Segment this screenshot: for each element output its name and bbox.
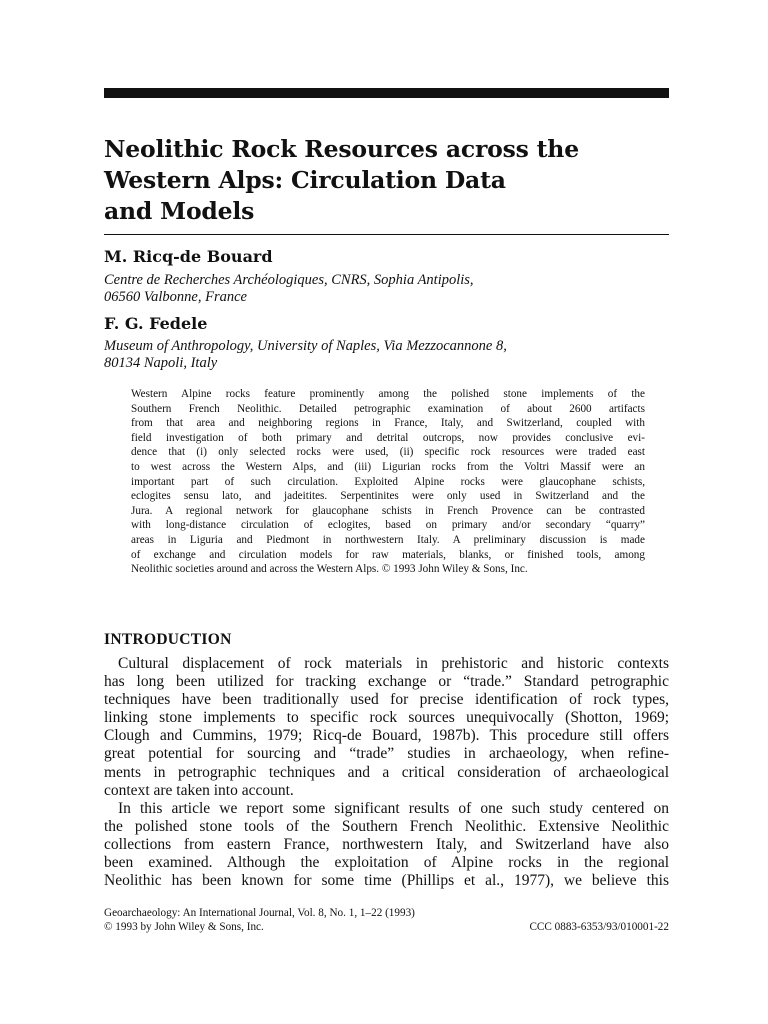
abstract-line: Neolithic societies around and across the Western Alps. © 1993 John Wiley & Sons, Inc. <box>131 563 528 576</box>
abstract-line: field investigation of both primary and detrital outcrops, now provides conclusive evi- <box>131 431 645 444</box>
affiliation-line: 80134 Napoli, Italy <box>104 355 218 371</box>
body-line: techniques have been traditionally used for precise identification of rock types, <box>104 691 669 709</box>
abstract-line: Jura. A regional network for glaucophane schists in French Provence can be contrasted <box>131 504 645 517</box>
title-line: Neolithic Rock Resources across the <box>104 135 579 163</box>
title-line: Western Alps: Circulation Data <box>104 166 506 194</box>
ccc-code: CCC 0883-6353/93/010001-22 <box>529 921 669 933</box>
abstract-line: Western Alpine rocks feature prominently among the polished stone implements of the <box>131 388 645 400</box>
body-line: Neolithic has been known for some time (Phillips et al., 1977), we believe this <box>104 872 669 890</box>
top-rule <box>104 88 669 98</box>
title-line: and Models <box>104 197 255 225</box>
abstract-line: eclogites sensu lato, and jadeitites. Serpentinites were only used in Switzerland and the <box>131 490 645 503</box>
author-affiliation <box>104 272 644 306</box>
abstract-line: important part of such circulation. Exploited Alpine rocks were glaucophane schists, <box>131 475 645 488</box>
introduction-body <box>104 655 669 890</box>
body-line: been examined. Although the exploitation of Alpine rocks in the regional <box>104 854 669 872</box>
affiliation-line: Museum of Anthropology, University of Naples, Via Mezzocannone 8, <box>104 338 507 354</box>
abstract-line: dence that (i) only selected rocks were used, (ii) specific rock resources were traded east <box>131 446 645 459</box>
abstract-line: of exchange and circulation models for raw materials, blanks, or finished tools, among <box>131 548 645 561</box>
abstract-line: to west across the Western Alps, and (iii) Ligurian rocks from the Voltri Massif were an <box>131 460 645 473</box>
body-line: great potential for sourcing and “trade” studies in archaeology, when refine- <box>104 745 669 763</box>
abstract-line: areas in Liguria and Piedmont in northwestern Italy. A preliminary discussion is made <box>131 533 645 546</box>
journal-citation: Geoarchaeology: An International Journal, Vol. 8, No. 1, 1–22 (1993) <box>104 907 415 919</box>
title-rule <box>104 234 669 235</box>
author-affiliation <box>104 338 644 372</box>
body-line: has long been utilized for tracking exchange or “trade.” Standard petrographic <box>104 673 669 691</box>
body-line: In this article we report some significant results of one such study centered on <box>118 799 669 817</box>
author-name: F. G. Fedele <box>104 314 208 333</box>
abstract-line: Southern French Neolithic. Detailed petrographic examination of about 2600 artifacts <box>131 402 645 415</box>
article-title <box>104 134 674 227</box>
body-line: linking stone implements to specific rock sources unequivocally (Shotton, 1969; <box>104 709 669 727</box>
affiliation-line: Centre de Recherches Archéologiques, CNRS, Sophia Antipolis, <box>104 272 474 288</box>
body-line: the polished stone tools of the Southern French Neolithic. Extensive Neolithic <box>104 817 669 835</box>
footer-row <box>104 920 669 934</box>
section-heading: INTRODUCTION <box>104 631 232 648</box>
author-name: M. Ricq-de Bouard <box>104 247 273 266</box>
page-footer <box>104 906 669 934</box>
body-line: context are taken into account. <box>104 781 294 799</box>
affiliation-line: 06560 Valbonne, France <box>104 289 247 305</box>
body-line: Cultural displacement of rock materials in prehistoric and historic contexts <box>118 655 669 672</box>
abstract-line: with long-distance circulation of eclogites, based on primary and/or secondary “quarry” <box>131 519 645 532</box>
body-line: collections from eastern France, northwestern Italy, and Switzerland have also <box>104 835 669 853</box>
copyright-notice: © 1993 by John Wiley & Sons, Inc. <box>104 921 264 933</box>
body-line: Clough and Cummins, 1979; Ricq-de Bouard, 1987b). This procedure still offers <box>104 727 669 745</box>
abstract <box>131 387 645 577</box>
abstract-line: from that area and neighboring regions in France, Italy, and Switzerland, coupled with <box>131 417 645 430</box>
body-line: ments in petrographic techniques and a critical consideration of archaeological <box>104 763 669 781</box>
